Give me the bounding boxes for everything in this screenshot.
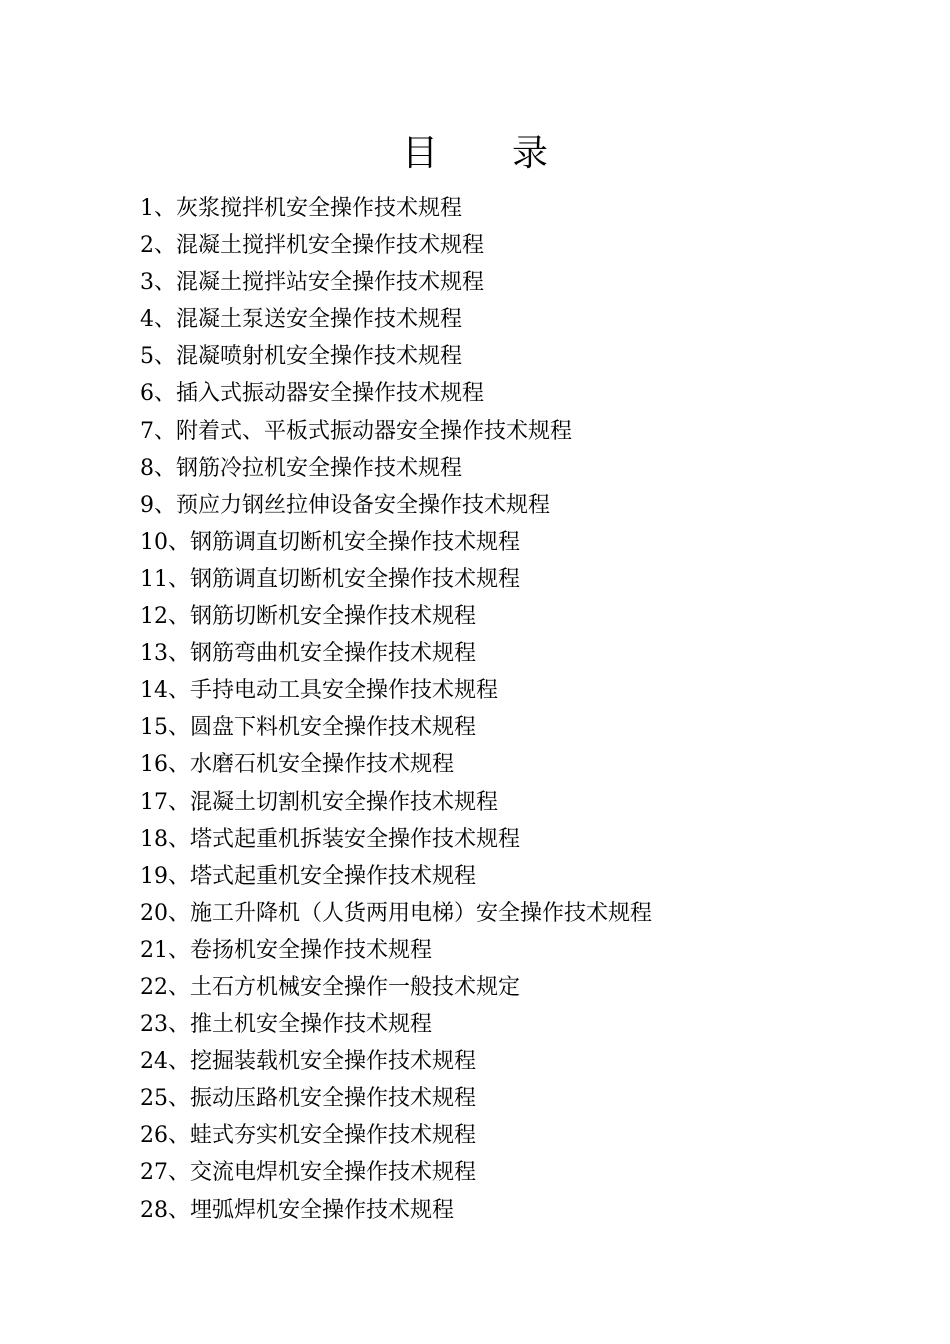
toc-item: 4、混凝土泵送安全操作技术规程 (140, 307, 462, 333)
toc-item: 24、挖掘装载机安全操作技术规程 (140, 1049, 476, 1075)
toc-item: 1、灰浆搅拌机安全操作技术规程 (140, 196, 462, 221)
toc-item: 20、施工升降机（人货两用电梯）安全操作技术规程 (140, 900, 652, 926)
toc-title (0, 128, 950, 180)
toc-item: 26、蛙式夯实机安全操作技术规程 (140, 1123, 476, 1149)
toc-item: 14、手持电动工具安全操作技术规程 (140, 678, 498, 704)
toc-item: 5、混凝喷射机安全操作技术规程 (140, 344, 462, 370)
toc-item: 25、振动压路机安全操作技术规程 (140, 1086, 476, 1112)
toc-item: 23、推土机安全操作技术规程 (140, 1012, 432, 1038)
toc-item: 11、钢筋调直切断机安全操作技术规程 (140, 566, 520, 592)
toc-item: 13、钢筋弯曲机安全操作技术规程 (140, 641, 476, 667)
toc-item: 8、钢筋冷拉机安全操作技术规程 (140, 455, 462, 481)
toc-item: 6、插入式振动器安全操作技术规程 (140, 381, 484, 407)
toc-item: 27、交流电焊机安全操作技术规程 (140, 1160, 476, 1186)
toc-item: 12、钢筋切断机安全操作技术规程 (140, 604, 476, 630)
toc-list (140, 190, 652, 1229)
toc-item: 15、圆盘下料机安全操作技术规程 (140, 715, 476, 741)
toc-title-left-char: 目 (401, 133, 438, 174)
toc-item: 28、埋弧焊机安全操作技术规程 (140, 1197, 454, 1223)
toc-item: 17、混凝土切割机安全操作技术规程 (140, 789, 498, 815)
toc-item: 7、附着式、平板式振动器安全操作技术规程 (140, 418, 572, 444)
toc-item: 10、钢筋调直切断机安全操作技术规程 (140, 529, 520, 555)
toc-item: 2、混凝土搅拌机安全操作技术规程 (140, 233, 484, 259)
toc-title-right-char: 录 (512, 133, 549, 174)
toc-item: 21、卷扬机安全操作技术规程 (140, 937, 432, 963)
toc-item: 16、水磨石机安全操作技术规程 (140, 752, 454, 778)
toc-item: 22、土石方机械安全操作一般技术规定 (140, 974, 520, 1000)
toc-item: 3、混凝土搅拌站安全操作技术规程 (140, 270, 484, 296)
toc-item: 9、预应力钢丝拉伸设备安全操作技术规程 (140, 492, 550, 518)
toc-item: 19、塔式起重机安全操作技术规程 (140, 863, 476, 889)
toc-item: 18、塔式起重机拆装安全操作技术规程 (140, 826, 520, 852)
